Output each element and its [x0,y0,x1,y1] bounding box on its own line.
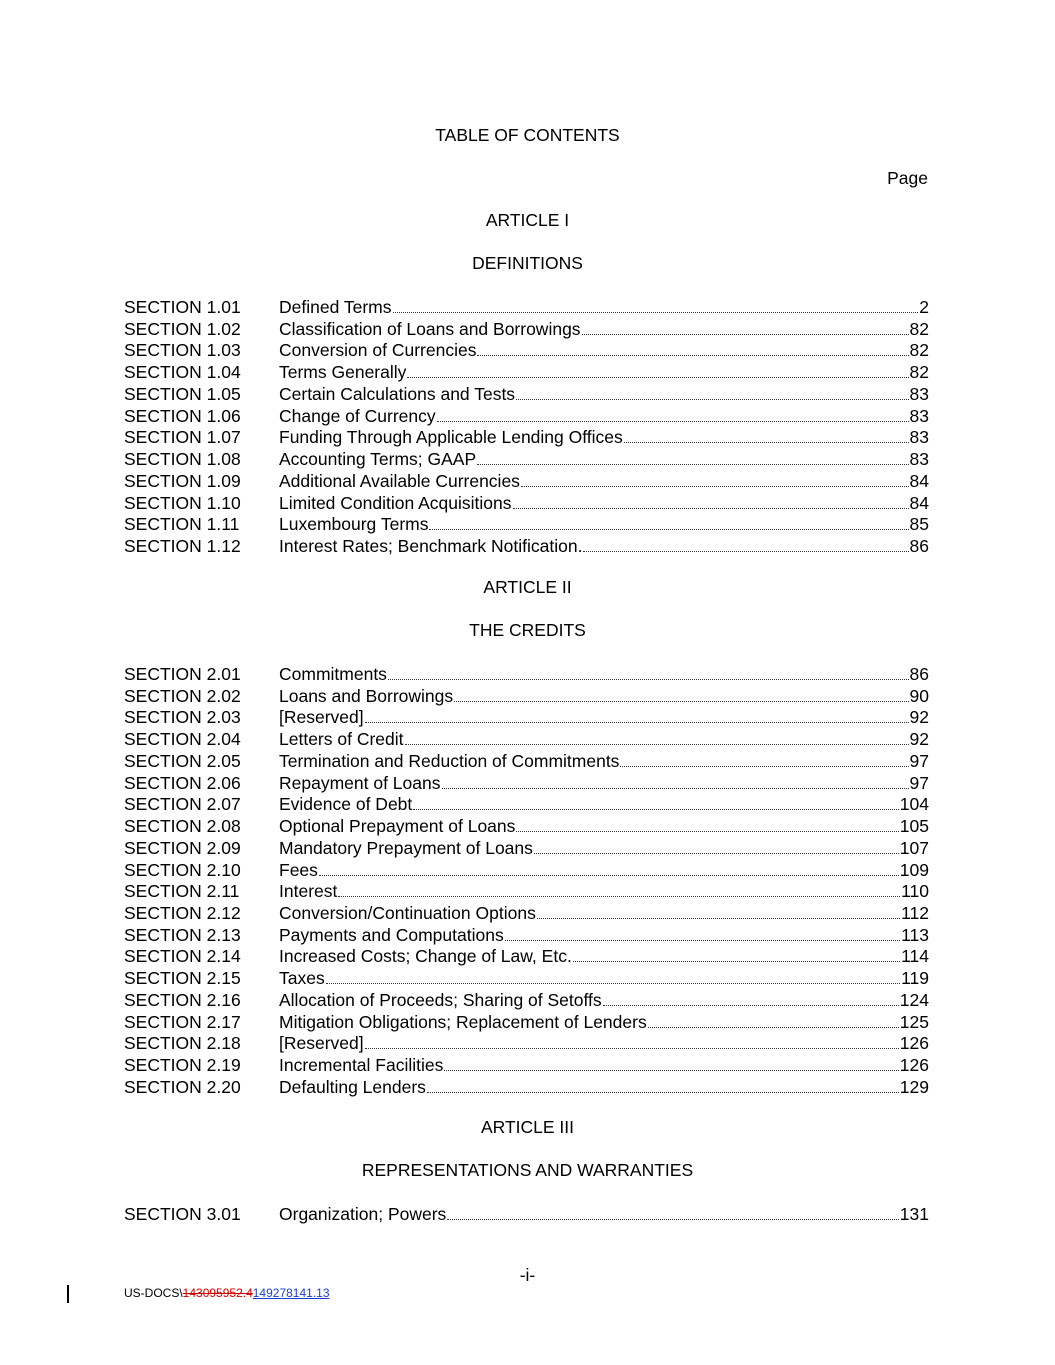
section-number: SECTION 1.08 [124,449,241,470]
toc-entry[interactable] [124,966,929,988]
dot-leader [365,721,909,723]
toc-entry[interactable] [124,1075,929,1097]
section-title: Limited Condition Acquisitions [279,492,512,513]
section-title: Classification of Loans and Borrowings [279,318,581,339]
toc-heading: TABLE OF CONTENTS [435,125,620,145]
section-title: Organization; Powers [279,1204,447,1224]
toc-entry[interactable] [124,684,929,706]
section-page-number: 83 [909,427,929,448]
toc-entry[interactable] [124,1202,929,1224]
dot-leader [513,507,909,509]
section-page-number: 125 [899,1011,929,1032]
toc-entry[interactable] [124,404,929,426]
dot-leader [516,830,898,832]
section-number: SECTION 1.07 [124,427,241,448]
section-page-number: 104 [899,794,929,815]
article-heading: ARTICLE III [480,1117,575,1137]
section-title: Luxembourg Terms [279,514,429,535]
toc-entry[interactable] [124,662,929,684]
section-title: [Reserved] [279,1033,364,1054]
dot-leader [388,678,909,680]
section-title: Mitigation Obligations; Replacement of Lenders [279,1011,647,1032]
section-page-number: 84 [909,492,929,513]
section-number: SECTION 1.06 [124,405,241,426]
page-column-label: Page [887,168,928,188]
section-title: Accounting Terms; GAAP [279,449,477,470]
toc-entry[interactable] [124,425,929,447]
section-page-number: 105 [899,816,929,837]
section-page-number: 83 [909,405,929,426]
section-page-number: 83 [909,383,929,404]
section-page-number: 131 [899,1204,929,1224]
section-number: SECTION 1.04 [124,362,241,383]
section-number: SECTION 1.09 [124,470,241,491]
section-title: Certain Calculations and Tests [279,383,516,404]
dot-leader [477,354,908,356]
section-title: Conversion/Continuation Options [279,903,536,924]
dot-leader [603,1004,899,1006]
revision-change-bar [67,1285,69,1303]
toc-entry[interactable] [124,879,929,901]
article-title: REPRESENTATIONS AND WARRANTIES [361,1160,694,1180]
section-title: Repayment of Loans [279,772,441,793]
section-page-number: 112 [901,903,929,924]
toc-entry[interactable] [124,923,929,945]
section-number: SECTION 2.20 [124,1076,241,1097]
dot-leader [583,550,908,552]
toc-entry[interactable] [124,447,929,469]
section-page-number: 129 [899,1076,929,1097]
section-page-number: 110 [901,881,929,902]
section-number: SECTION 1.01 [124,297,241,317]
section-number: SECTION 2.13 [124,924,241,945]
section-number: SECTION 1.02 [124,318,241,339]
section-page-number: 84 [909,470,929,491]
section-title: Commitments [279,664,387,684]
toc-entry[interactable] [124,705,929,727]
section-number: SECTION 2.08 [124,816,241,837]
toc-entry[interactable] [124,317,929,339]
section-number: SECTION 2.15 [124,968,241,989]
toc-entry[interactable] [124,988,929,1010]
section-number: SECTION 2.02 [124,685,241,706]
dot-leader [477,463,908,465]
section-number: SECTION 2.09 [124,837,241,858]
section-page-number: 85 [909,514,929,535]
section-page-number: 92 [909,729,929,750]
section-page-number: 86 [909,664,929,684]
section-page-number: 2 [919,297,929,317]
toc-entry[interactable] [124,944,929,966]
dot-leader [537,917,900,919]
section-title: Letters of Credit [279,729,404,750]
section-page-number: 92 [909,707,929,728]
dot-leader [582,333,909,335]
section-page-number: 126 [899,1033,929,1054]
section-number: SECTION 2.14 [124,946,241,967]
section-number: SECTION 3.01 [124,1204,241,1224]
dot-leader [393,311,919,313]
dot-leader [407,376,908,378]
toc-entry[interactable] [124,491,929,513]
section-title: Allocation of Proceeds; Sharing of Setoffs [279,989,602,1010]
toc-entry[interactable] [124,295,929,317]
section-title: [Reserved] [279,707,364,728]
dot-leader [534,852,899,854]
section-number: SECTION 2.10 [124,859,241,880]
dot-leader [427,1091,899,1093]
article-heading: ARTICLE I [485,210,570,230]
section-page-number: 124 [899,989,929,1010]
dot-leader [505,939,900,941]
dot-leader [442,787,909,789]
dot-leader [516,398,908,400]
section-page-number: 119 [901,968,929,989]
section-title: Terms Generally [279,362,407,383]
toc-entry[interactable] [124,858,929,880]
dot-leader [620,765,908,767]
toc-entry[interactable] [124,749,929,771]
document-id [124,1286,330,1300]
section-title: Funding Through Applicable Lending Offices [279,427,623,448]
section-page-number: 107 [899,837,929,858]
section-number: SECTION 1.05 [124,383,241,404]
dot-leader [454,700,908,702]
toc-entry[interactable] [124,771,929,793]
section-title: Taxes [279,968,325,989]
toc-entry[interactable] [124,1010,929,1032]
section-title: Interest Rates; Benchmark Notification. [279,536,583,557]
section-title: Evidence of Debt [279,794,413,815]
dot-leader [447,1218,898,1220]
section-number: SECTION 2.03 [124,707,241,728]
document-id-prefix: US-DOCS\ [124,1286,183,1300]
section-number: SECTION 1.12 [124,536,241,557]
section-page-number: 90 [909,685,929,706]
section-page-number: 82 [909,318,929,339]
section-page-number: 97 [909,750,929,771]
article-title: DEFINITIONS [472,253,583,273]
section-title: Incremental Facilities [279,1055,444,1076]
section-title: Additional Available Currencies [279,470,520,491]
section-title: Interest [279,881,338,902]
toc-entry[interactable] [124,727,929,749]
toc-entry[interactable] [124,469,929,491]
section-number: SECTION 2.07 [124,794,241,815]
section-number: SECTION 2.04 [124,729,241,750]
section-title: Change of Currency [279,405,436,426]
section-title: Optional Prepayment of Loans [279,816,516,837]
dot-leader [437,420,909,422]
dot-leader [444,1069,898,1071]
section-number: SECTION 2.11 [124,881,240,902]
section-page-number: 114 [901,946,929,967]
section-title: Defaulting Lenders [279,1076,426,1097]
section-page-number: 86 [909,536,929,557]
section-page-number: 97 [909,772,929,793]
section-page-number: 126 [899,1055,929,1076]
section-number: SECTION 2.05 [124,750,241,771]
section-number: SECTION 1.11 [124,514,240,535]
dot-leader [429,528,908,530]
toc-entry[interactable] [124,338,929,360]
section-title: Increased Costs; Change of Law, Etc. [279,946,572,967]
section-number: SECTION 2.06 [124,772,241,793]
dot-leader [413,808,899,810]
section-page-number: 109 [899,859,929,880]
section-number: SECTION 2.16 [124,989,241,1010]
section-title: Defined Terms [279,297,392,317]
dot-leader [624,441,909,443]
section-title: Loans and Borrowings [279,685,454,706]
section-number: SECTION 1.10 [124,492,241,513]
section-page-number: 83 [909,449,929,470]
section-page-number: 82 [909,340,929,361]
dot-leader [319,874,899,876]
document-id-deleted: 143095952.4 [182,1286,253,1300]
section-page-number: 113 [901,924,929,945]
toc-entry[interactable] [124,512,929,534]
section-title: Payments and Computations [279,924,504,945]
toc-entry[interactable] [124,1031,929,1053]
dot-leader [365,1047,899,1049]
dot-leader [326,982,900,984]
section-title: Termination and Reduction of Commitments [279,750,620,771]
article-title: THE CREDITS [469,620,586,640]
dot-leader [573,960,900,962]
toc-entry[interactable] [124,814,929,836]
toc-entry[interactable] [124,901,929,923]
section-title: Conversion of Currencies [279,340,477,361]
section-number: SECTION 2.18 [124,1033,241,1054]
dot-leader [521,485,909,487]
section-number: SECTION 2.17 [124,1011,241,1032]
section-title: Fees [279,859,318,880]
toc-entry[interactable] [124,1053,929,1075]
section-number: SECTION 1.03 [124,340,241,361]
dot-leader [405,743,909,745]
toc-entry[interactable] [124,534,929,556]
toc-entry[interactable] [124,836,929,858]
section-page-number: 82 [909,362,929,383]
toc-entry[interactable] [124,382,929,404]
section-number: SECTION 2.19 [124,1055,241,1076]
toc-entry[interactable] [124,792,929,814]
section-number: SECTION 2.01 [124,664,241,684]
section-number: SECTION 2.12 [124,903,241,924]
toc-entry[interactable] [124,360,929,382]
dot-leader [648,1026,899,1028]
page-number: -i- [519,1265,536,1285]
document-id-inserted: 149278141.13 [252,1286,330,1300]
article-heading: ARTICLE II [483,577,572,597]
dot-leader [338,895,900,897]
section-title: Mandatory Prepayment of Loans [279,837,533,858]
